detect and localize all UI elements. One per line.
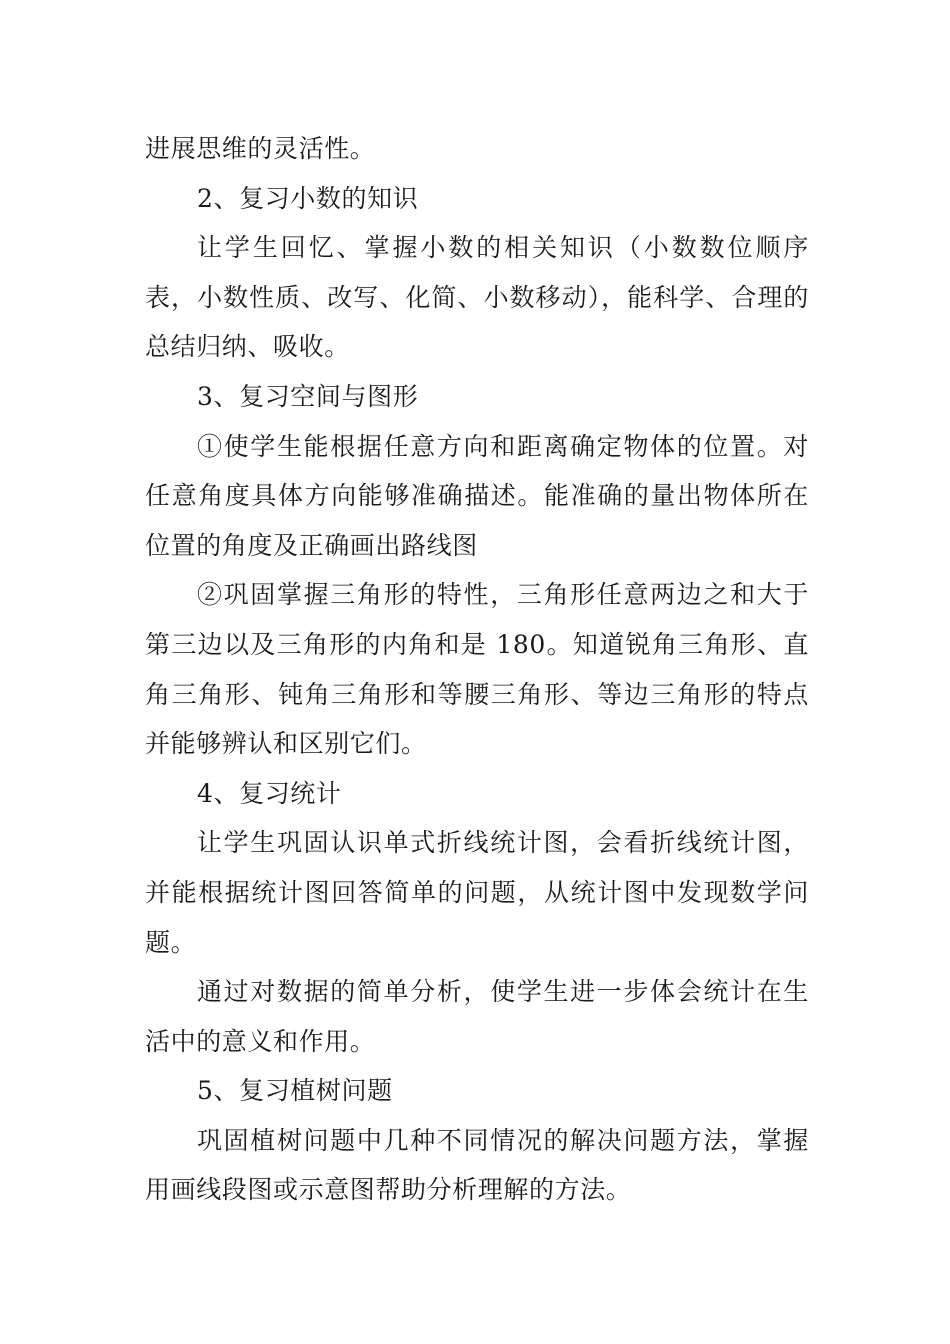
section-heading-tree-planting: 5、复习植树问题: [197, 1076, 393, 1106]
section-heading-statistics: 4、复习统计: [197, 778, 342, 808]
section-heading-space-shapes: 3、复习空间与图形: [197, 381, 419, 411]
document-page: [145, 124, 809, 1215]
paragraph-decimals: 让学生回忆、掌握小数的相关知识（小数数位顺序表，小数性质、改写、化简、小数移动），能科学、合理的总结归纳、吸收。: [145, 233, 809, 362]
paragraph-triangles: ②巩固掌握三角形的特性，三角形任意两边之和大于第三边以及三角形的内角和是 180。知道锐角三角形、直角三角形、钝角三角形和等腰三角形、等边三角形的特点并能够辨认和区别它们。: [145, 580, 809, 759]
paragraph-continuation: 进展思维的灵活性。: [145, 134, 376, 163]
section-heading-decimals: 2、复习小数的知识: [197, 183, 419, 213]
paragraph-position: ①使学生能根据任意方向和距离确定物体的位置。对任意角度具体方向能够准确描述。能准确的量出物体所在位置的角度及正确画出路线图: [145, 431, 809, 560]
paragraph-tree-planting: 巩固植树问题中几种不同情况的解决问题方法，掌握用画线段图或示意图帮助分析理解的方法。: [145, 1125, 809, 1205]
paragraph-line-chart: 让学生巩固认识单式折线统计图，会看折线统计图，并能根据统计图回答简单的问题，从统计图中发现数学问题。: [145, 828, 809, 957]
paragraph-data-analysis: 通过对数据的简单分析，使学生进一步体会统计在生活中的意义和作用。: [145, 977, 809, 1056]
